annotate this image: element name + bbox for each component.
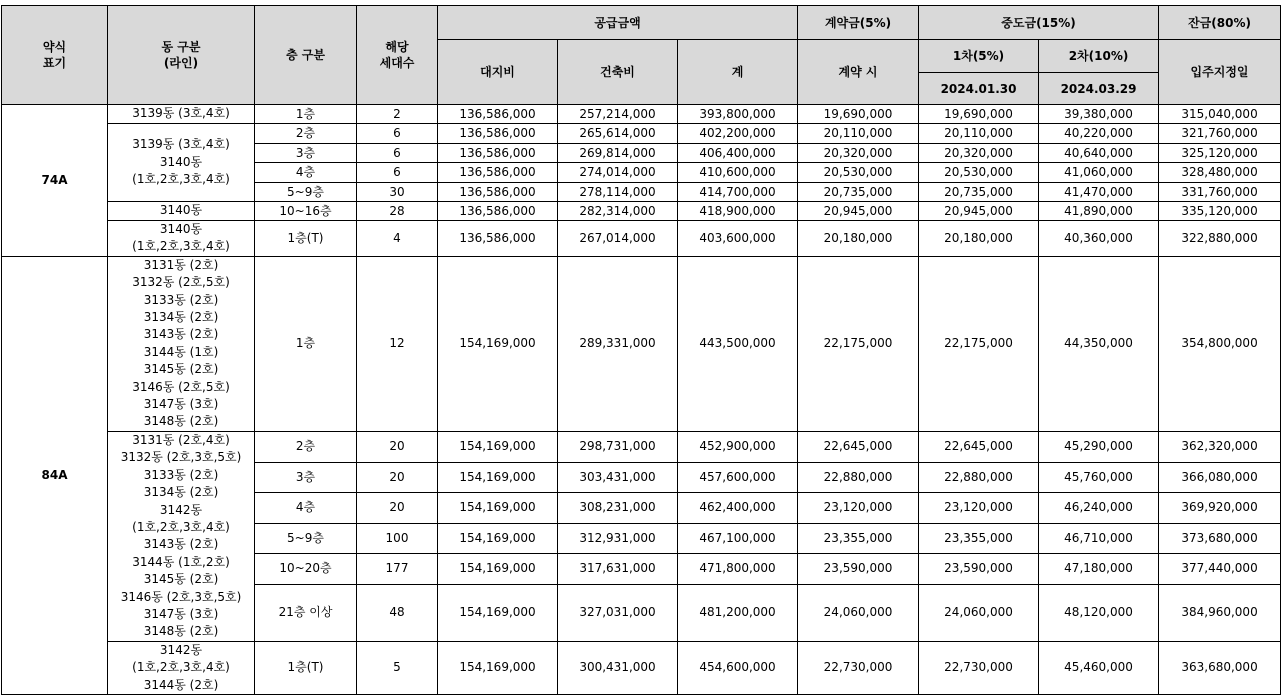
- total-cell: 402,200,000: [678, 124, 798, 144]
- construction-cell: 298,731,000: [558, 431, 678, 462]
- header-land: 대지비: [438, 40, 558, 105]
- interim1-cell: 20,180,000: [919, 221, 1039, 257]
- interim1-cell: 19,690,000: [919, 105, 1039, 124]
- interim1-cell: 22,730,000: [919, 641, 1039, 694]
- header-type: [2, 6, 108, 105]
- units-cell: 12: [357, 256, 438, 431]
- units-cell: 177: [357, 553, 438, 584]
- land-cell: 136,586,000: [438, 124, 558, 144]
- interim1-cell: 20,735,000: [919, 183, 1039, 202]
- balance-cell: 363,680,000: [1159, 641, 1281, 694]
- interim1-cell: 23,355,000: [919, 523, 1039, 553]
- header-supply: 공급금액: [438, 6, 798, 40]
- interim1-cell: 20,530,000: [919, 163, 1039, 183]
- total-cell: 443,500,000: [678, 256, 798, 431]
- building-cell: 3139동 (3호,4호) 3140동 (1호,2호,3호,4호): [108, 124, 255, 202]
- total-cell: 406,400,000: [678, 144, 798, 163]
- interim2-cell: 45,460,000: [1039, 641, 1159, 694]
- table-row: [2, 105, 1281, 124]
- total-cell: 452,900,000: [678, 431, 798, 462]
- land-cell: 136,586,000: [438, 105, 558, 124]
- building-cell: 3142동 (1호,2호,3호,4호) 3144동 (2호): [108, 641, 255, 694]
- header-units: [357, 6, 438, 105]
- land-cell: 136,586,000: [438, 202, 558, 221]
- interim2-cell: 40,220,000: [1039, 124, 1159, 144]
- units-cell: 28: [357, 202, 438, 221]
- units-cell: 6: [357, 163, 438, 183]
- header-balance: 잔금(80%): [1159, 6, 1281, 40]
- construction-cell: 274,014,000: [558, 163, 678, 183]
- construction-cell: 265,614,000: [558, 124, 678, 144]
- floor-cell: 10~16층: [255, 202, 357, 221]
- deposit-cell: 20,530,000: [798, 163, 919, 183]
- interim1-cell: 24,060,000: [919, 584, 1039, 641]
- construction-cell: 278,114,000: [558, 183, 678, 202]
- units-cell: 20: [357, 492, 438, 523]
- total-cell: 471,800,000: [678, 553, 798, 584]
- deposit-cell: 20,180,000: [798, 221, 919, 257]
- interim2-cell: 45,760,000: [1039, 462, 1159, 492]
- balance-cell: 354,800,000: [1159, 256, 1281, 431]
- header-construction: 건축비: [558, 40, 678, 105]
- building-cell: 3131동 (2호) 3132동 (2호,5호) 3133동 (2호) 3134동 (2호) 3143동 (2호) 3144동 (1호) 3145동 (2호) 3146동 (2호,5호) 3147동 (3호) 3148동 (2호): [108, 256, 255, 431]
- interim1-cell: 20,320,000: [919, 144, 1039, 163]
- floor-cell: 4층: [255, 163, 357, 183]
- land-cell: 154,169,000: [438, 462, 558, 492]
- construction-cell: 282,314,000: [558, 202, 678, 221]
- land-cell: 136,586,000: [438, 221, 558, 257]
- balance-cell: 328,480,000: [1159, 163, 1281, 183]
- interim2-cell: 41,060,000: [1039, 163, 1159, 183]
- floor-cell: 4층: [255, 492, 357, 523]
- land-cell: 154,169,000: [438, 584, 558, 641]
- header-total: 계: [678, 40, 798, 105]
- balance-cell: 335,120,000: [1159, 202, 1281, 221]
- table-row: [2, 256, 1281, 431]
- units-cell: 6: [357, 124, 438, 144]
- interim2-cell: 39,380,000: [1039, 105, 1159, 124]
- total-cell: 410,600,000: [678, 163, 798, 183]
- header-interim2: 2차(10%): [1039, 40, 1159, 73]
- balance-cell: 321,760,000: [1159, 124, 1281, 144]
- balance-cell: 377,440,000: [1159, 553, 1281, 584]
- land-cell: 154,169,000: [438, 641, 558, 694]
- balance-cell: 362,320,000: [1159, 431, 1281, 462]
- deposit-cell: 20,110,000: [798, 124, 919, 144]
- balance-cell: 325,120,000: [1159, 144, 1281, 163]
- header-interim2-date: 2024.03.29: [1039, 73, 1159, 105]
- interim2-cell: 46,710,000: [1039, 523, 1159, 553]
- total-cell: 418,900,000: [678, 202, 798, 221]
- units-cell: 4: [357, 221, 438, 257]
- interim2-cell: 44,350,000: [1039, 256, 1159, 431]
- land-cell: 136,586,000: [438, 144, 558, 163]
- header-interim1: 1차(5%): [919, 40, 1039, 73]
- deposit-cell: 23,355,000: [798, 523, 919, 553]
- land-cell: 154,169,000: [438, 553, 558, 584]
- construction-cell: 317,631,000: [558, 553, 678, 584]
- construction-cell: 327,031,000: [558, 584, 678, 641]
- total-cell: 414,700,000: [678, 183, 798, 202]
- building-cell: 3131동 (2호,4호) 3132동 (2호,3호,5호) 3133동 (2호) 3134동 (2호) 3142동 (1호,2호,3호,4호) 3143동 (2호) 3144동 (1호,2호) 3145동 (2호) 3146동 (2호,3호,5호) 3147동 (3호) 3148동 (2호): [108, 431, 255, 641]
- balance-cell: 331,760,000: [1159, 183, 1281, 202]
- header-interim1-date: 2024.01.30: [919, 73, 1039, 105]
- price-table: [1, 5, 1281, 695]
- deposit-cell: 19,690,000: [798, 105, 919, 124]
- deposit-cell: 22,645,000: [798, 431, 919, 462]
- interim2-cell: 45,290,000: [1039, 431, 1159, 462]
- construction-cell: 308,231,000: [558, 492, 678, 523]
- header-deposit: 계약금(5%): [798, 6, 919, 40]
- building-cell: 3140동 (1호,2호,3호,4호): [108, 221, 255, 257]
- construction-cell: 312,931,000: [558, 523, 678, 553]
- interim2-cell: 41,470,000: [1039, 183, 1159, 202]
- total-cell: 481,200,000: [678, 584, 798, 641]
- floor-cell: 3층: [255, 462, 357, 492]
- interim1-cell: 22,645,000: [919, 431, 1039, 462]
- deposit-cell: 20,735,000: [798, 183, 919, 202]
- land-cell: 136,586,000: [438, 183, 558, 202]
- floor-cell: 1층(T): [255, 641, 357, 694]
- table-row: [2, 431, 1281, 462]
- units-cell: 5: [357, 641, 438, 694]
- header-balance-when: 입주지정일: [1159, 40, 1281, 105]
- land-cell: 136,586,000: [438, 163, 558, 183]
- floor-cell: 2층: [255, 431, 357, 462]
- balance-cell: 373,680,000: [1159, 523, 1281, 553]
- interim2-cell: 41,890,000: [1039, 202, 1159, 221]
- table-body: [2, 105, 1281, 695]
- table-row: [2, 124, 1281, 144]
- floor-cell: 21층 이상: [255, 584, 357, 641]
- building-cell: 3139동 (3호,4호): [108, 105, 255, 124]
- header-units-text: 해당 세대수: [379, 40, 415, 70]
- total-cell: 393,800,000: [678, 105, 798, 124]
- deposit-cell: 20,945,000: [798, 202, 919, 221]
- deposit-cell: 24,060,000: [798, 584, 919, 641]
- interim1-cell: 20,945,000: [919, 202, 1039, 221]
- floor-cell: 1층(T): [255, 221, 357, 257]
- deposit-cell: 23,120,000: [798, 492, 919, 523]
- floor-cell: 2층: [255, 124, 357, 144]
- units-cell: 2: [357, 105, 438, 124]
- table-row: [2, 641, 1281, 694]
- deposit-cell: 22,175,000: [798, 256, 919, 431]
- construction-cell: 289,331,000: [558, 256, 678, 431]
- building-cell: 3140동: [108, 202, 255, 221]
- floor-cell: 1층: [255, 256, 357, 431]
- deposit-cell: 20,320,000: [798, 144, 919, 163]
- interim2-cell: 48,120,000: [1039, 584, 1159, 641]
- construction-cell: 303,431,000: [558, 462, 678, 492]
- header-building-text: 동 구분 (라인): [161, 40, 201, 70]
- units-cell: 100: [357, 523, 438, 553]
- construction-cell: 300,431,000: [558, 641, 678, 694]
- units-cell: 6: [357, 144, 438, 163]
- balance-cell: 315,040,000: [1159, 105, 1281, 124]
- deposit-cell: 23,590,000: [798, 553, 919, 584]
- balance-cell: 369,920,000: [1159, 492, 1281, 523]
- construction-cell: 257,214,000: [558, 105, 678, 124]
- construction-cell: 269,814,000: [558, 144, 678, 163]
- balance-cell: 384,960,000: [1159, 584, 1281, 641]
- table-row: [2, 221, 1281, 257]
- table-row: [2, 202, 1281, 221]
- type-cell: 74A: [2, 105, 108, 257]
- units-cell: 48: [357, 584, 438, 641]
- deposit-cell: 22,880,000: [798, 462, 919, 492]
- header-building: [108, 6, 255, 105]
- interim1-cell: 23,120,000: [919, 492, 1039, 523]
- land-cell: 154,169,000: [438, 492, 558, 523]
- floor-cell: 1층: [255, 105, 357, 124]
- deposit-cell: 22,730,000: [798, 641, 919, 694]
- header-type-text: 약식 표기: [42, 40, 67, 70]
- land-cell: 154,169,000: [438, 431, 558, 462]
- header-interim: 중도금(15%): [919, 6, 1159, 40]
- total-cell: 454,600,000: [678, 641, 798, 694]
- floor-cell: 5~9층: [255, 523, 357, 553]
- interim1-cell: 20,110,000: [919, 124, 1039, 144]
- interim2-cell: 40,640,000: [1039, 144, 1159, 163]
- interim1-cell: 22,880,000: [919, 462, 1039, 492]
- floor-cell: 10~20층: [255, 553, 357, 584]
- units-cell: 20: [357, 462, 438, 492]
- total-cell: 467,100,000: [678, 523, 798, 553]
- floor-cell: 3층: [255, 144, 357, 163]
- floor-cell: 5~9층: [255, 183, 357, 202]
- land-cell: 154,169,000: [438, 256, 558, 431]
- total-cell: 462,400,000: [678, 492, 798, 523]
- interim2-cell: 47,180,000: [1039, 553, 1159, 584]
- units-cell: 30: [357, 183, 438, 202]
- construction-cell: 267,014,000: [558, 221, 678, 257]
- units-cell: 20: [357, 431, 438, 462]
- total-cell: 457,600,000: [678, 462, 798, 492]
- interim1-cell: 22,175,000: [919, 256, 1039, 431]
- total-cell: 403,600,000: [678, 221, 798, 257]
- interim1-cell: 23,590,000: [919, 553, 1039, 584]
- interim2-cell: 40,360,000: [1039, 221, 1159, 257]
- balance-cell: 322,880,000: [1159, 221, 1281, 257]
- header-floor: 층 구분: [255, 6, 357, 105]
- interim2-cell: 46,240,000: [1039, 492, 1159, 523]
- header-deposit-when: 계약 시: [798, 40, 919, 105]
- balance-cell: 366,080,000: [1159, 462, 1281, 492]
- land-cell: 154,169,000: [438, 523, 558, 553]
- type-cell: 84A: [2, 256, 108, 694]
